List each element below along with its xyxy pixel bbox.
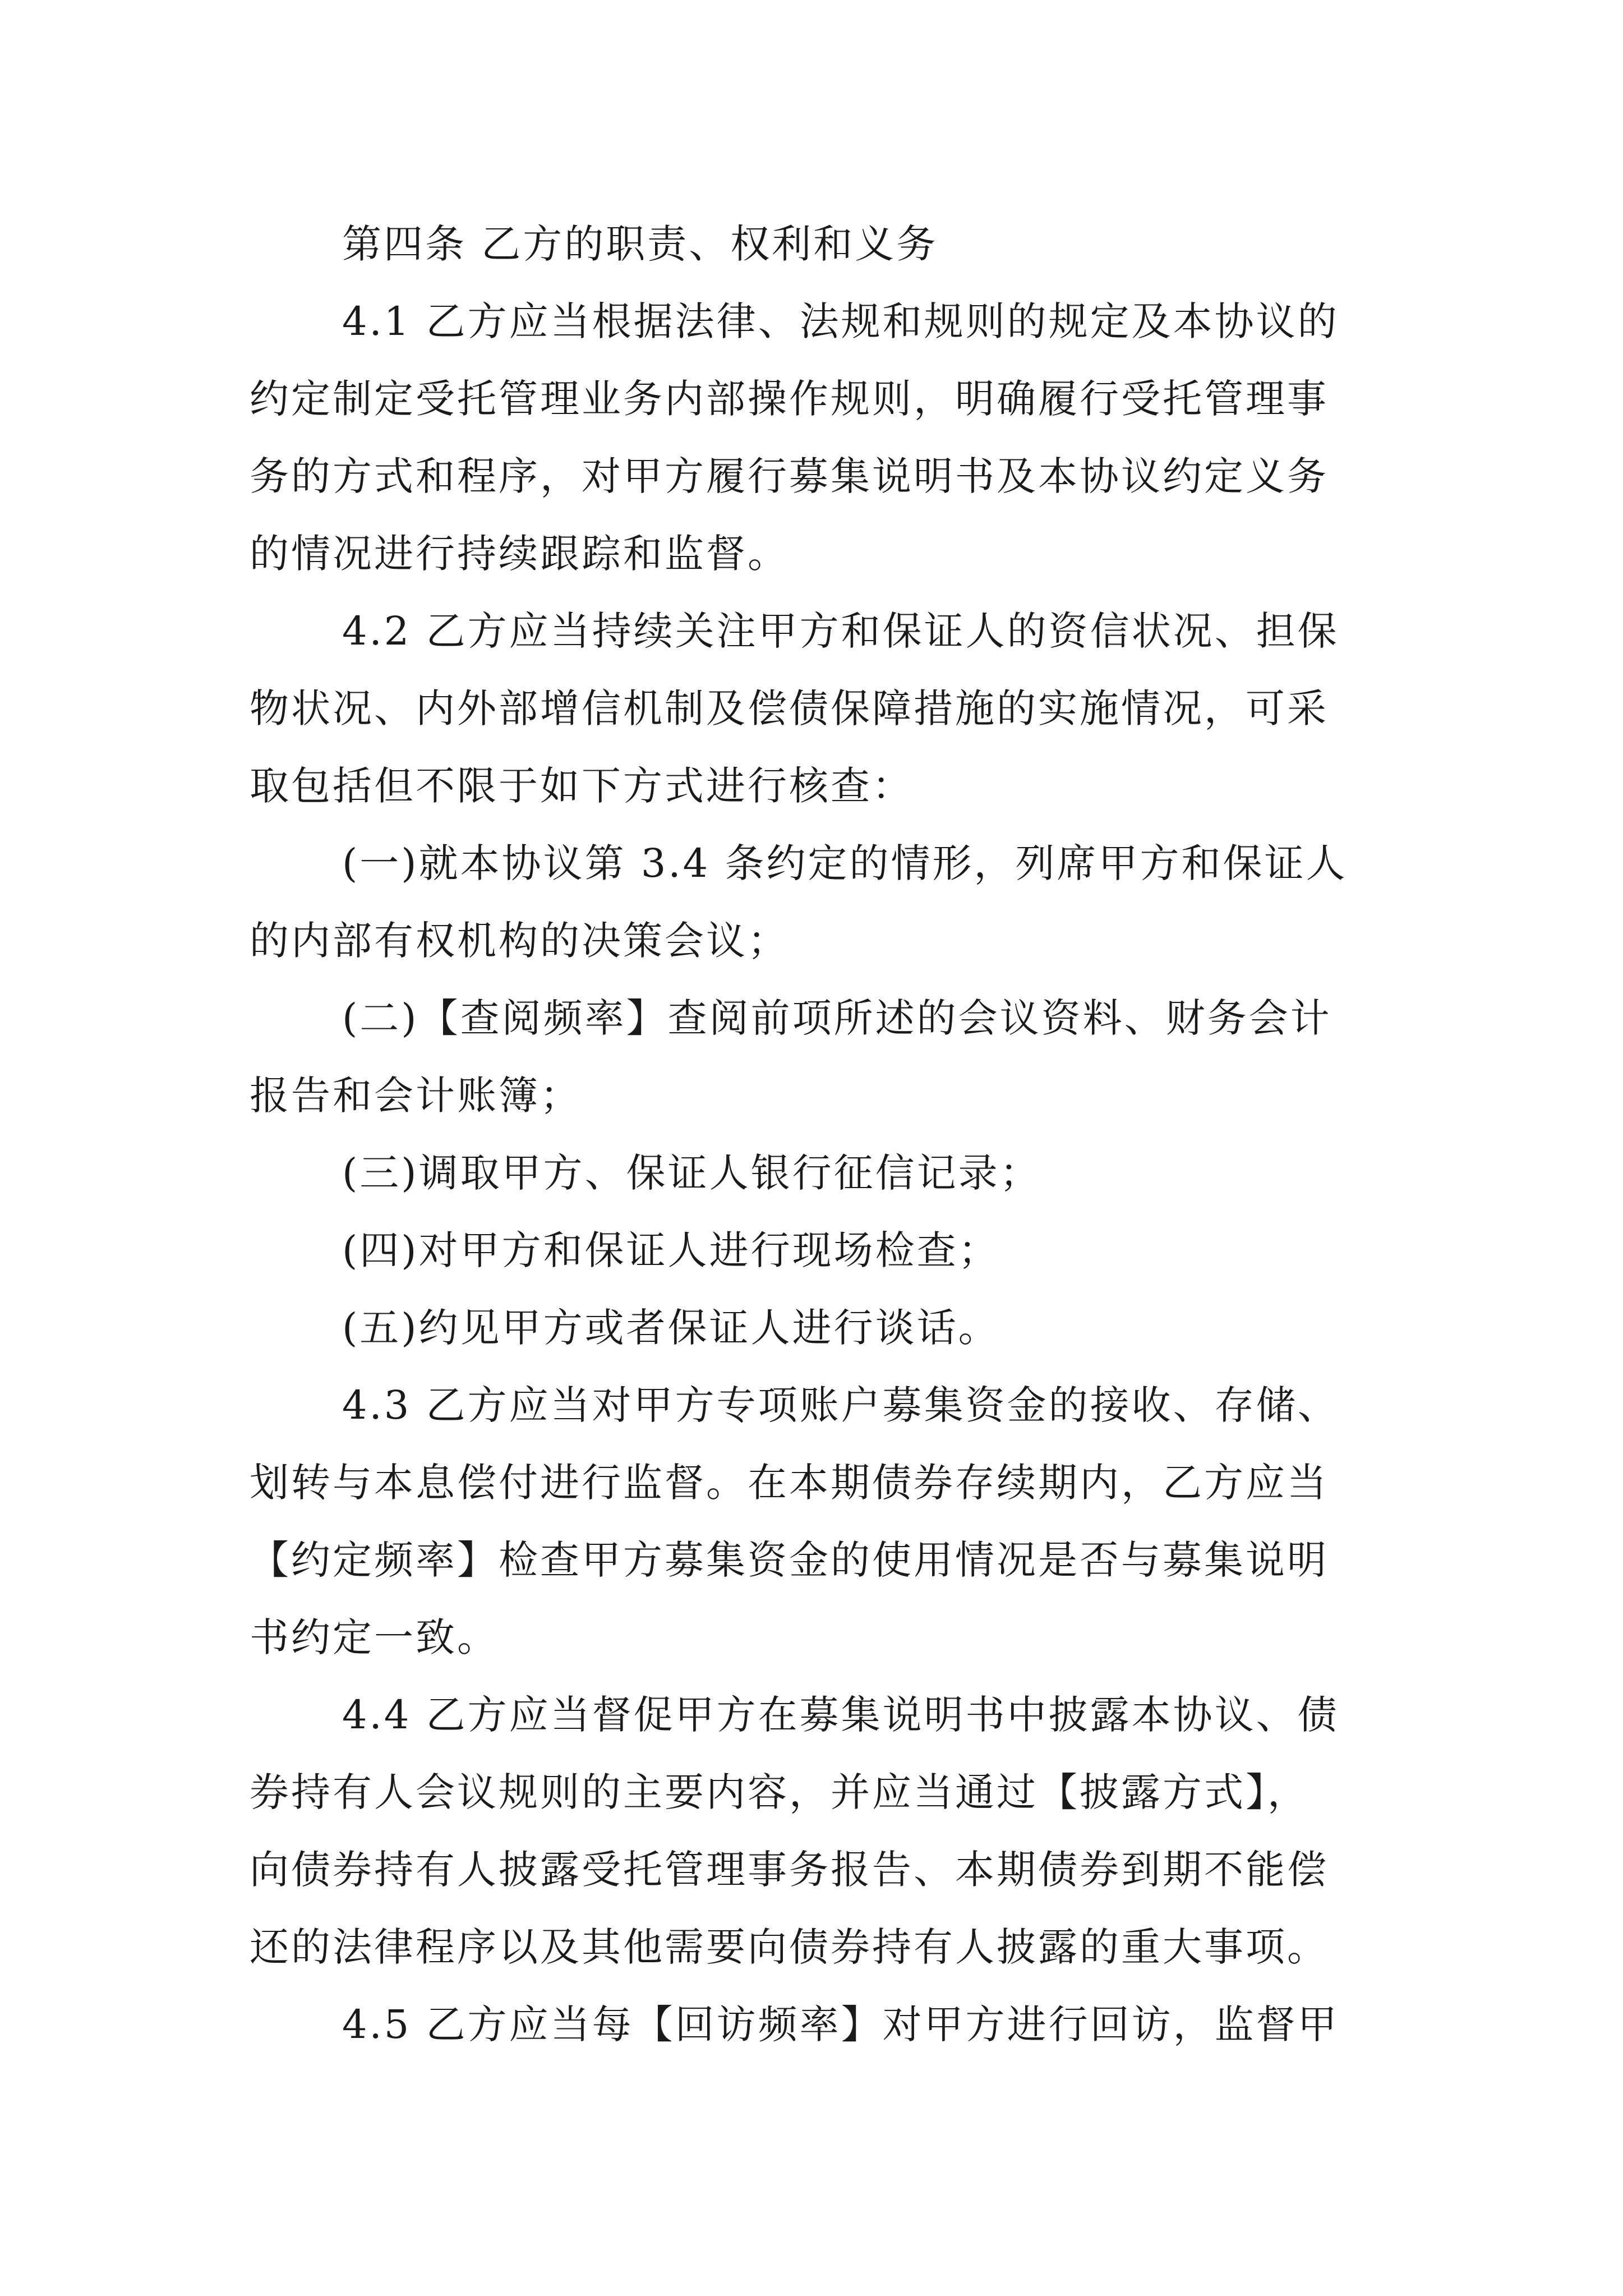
text-line: (三)调取甲方、保证人银行征信记录； xyxy=(342,1150,1041,1196)
text-line: (四)对甲方和保证人进行现场检查； xyxy=(342,1227,1000,1273)
text-line: 向债券持有人披露受托管理事务报告、本期债券到期不能偿 xyxy=(250,1847,1329,1893)
text-line: 4.5 乙方应当每【回访频率】对甲方进行回访，监督甲 xyxy=(342,2001,1339,2047)
text-line: 务的方式和程序，对甲方履行募集说明书及本协议约定义务 xyxy=(250,453,1329,499)
text-line: 的内部有权机构的决策会议； xyxy=(250,918,789,964)
text-line: 4.1 乙方应当根据法律、法规和规则的规定及本协议的 xyxy=(342,298,1339,344)
text-line: 物状况、内外部增信机制及偿债保障措施的实施情况，可采 xyxy=(250,685,1329,731)
article-heading: 第四条 乙方的职责、权利和义务 xyxy=(342,221,938,267)
text-line: 4.2 乙方应当持续关注甲方和保证人的资信状况、担保 xyxy=(342,608,1339,654)
text-line: 书约定一致。 xyxy=(250,1614,499,1660)
text-line: (二)【查阅频率】查阅前项所述的会议资料、财务会计 xyxy=(342,995,1332,1041)
text-line: 【约定频率】检查甲方募集资金的使用情况是否与募集说明 xyxy=(250,1537,1329,1583)
text-line: 4.4 乙方应当督促甲方在募集说明书中披露本协议、债 xyxy=(342,1692,1339,1738)
text-line: 报告和会计账簿； xyxy=(250,1073,582,1119)
text-line: 取包括但不限于如下方式进行核查： xyxy=(250,763,914,809)
text-line: 4.3 乙方应当对甲方专项账户募集资金的接收、存储、 xyxy=(342,1382,1339,1428)
text-line: (五)约见甲方或者保证人进行谈话。 xyxy=(342,1305,1000,1351)
text-line: (一)就本协议第 3.4 条约定的情形，列席甲方和保证人 xyxy=(342,840,1348,886)
text-line: 的情况进行持续跟踪和监督。 xyxy=(250,531,789,577)
text-line: 约定制定受托管理业务内部操作规则，明确履行受托管理事 xyxy=(250,376,1329,422)
text-line: 还的法律程序以及其他需要向债券持有人披露的重大事项。 xyxy=(250,1924,1329,1970)
text-line: 券持有人会议规则的主要内容，并应当通过【披露方式】， xyxy=(250,1769,1309,1815)
text-line: 划转与本息偿付进行监督。在本期债券存续期内，乙方应当 xyxy=(250,1460,1329,1506)
